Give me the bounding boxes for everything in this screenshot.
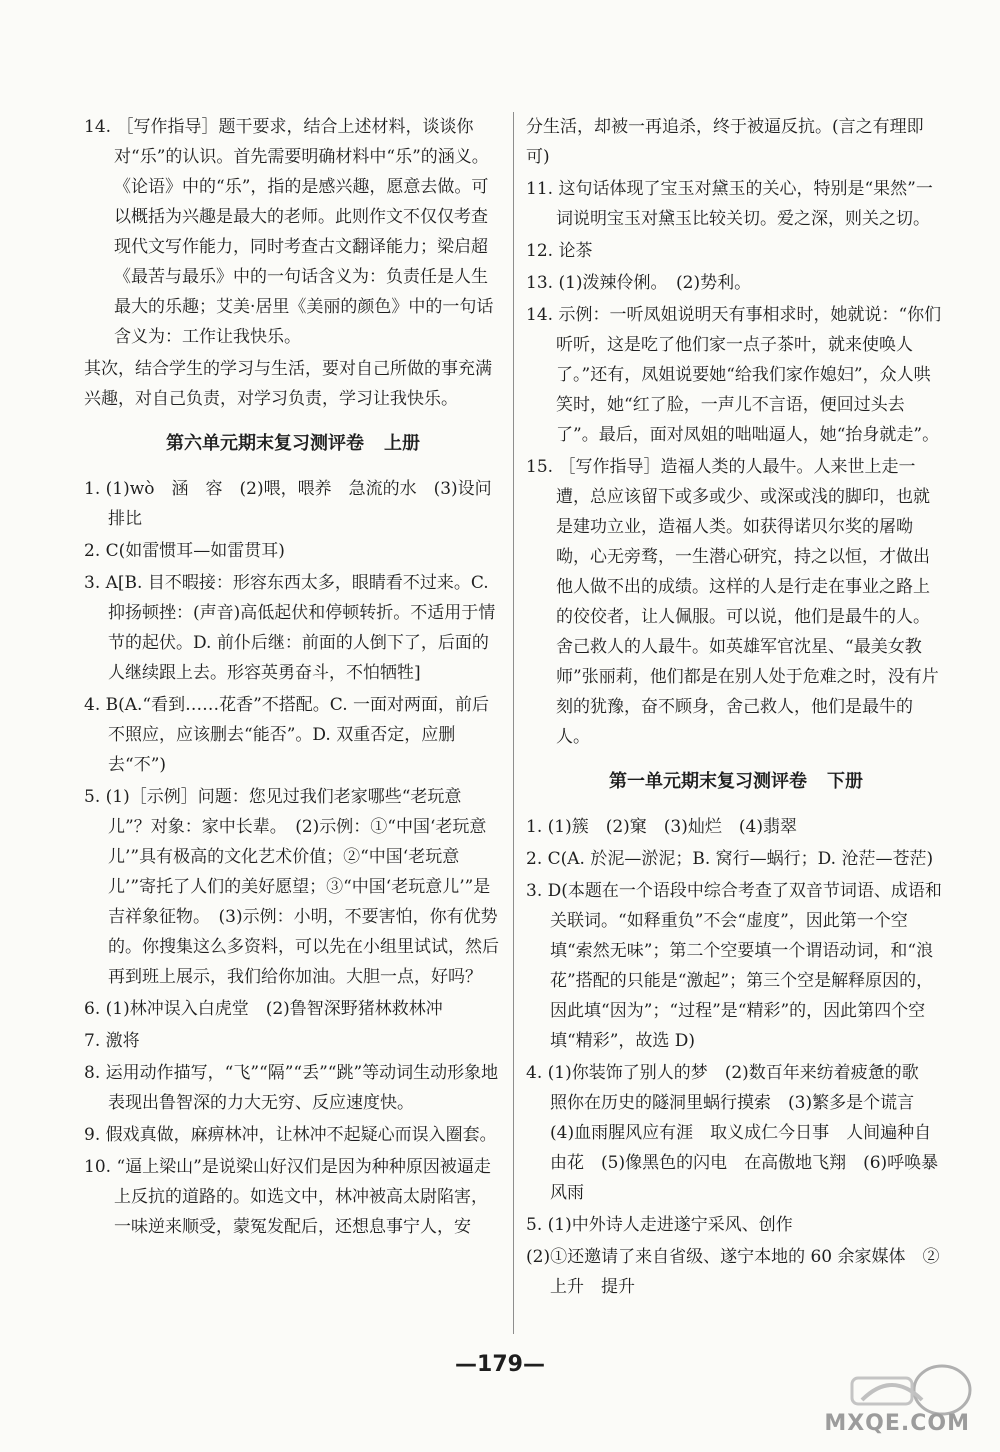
answer-10: 10. “逼上梁山”是说梁山好汉们是因为种种原因被逼走上反抗的道路的。如选文中，林冲被高太尉陷害，一味逆来顺受，蒙冤发配后，还想息事宁人，安 xyxy=(84,1157,491,1237)
answer-10-continued: 分生活，却被一再追杀，终于被逼反抗。(言之有理即可) xyxy=(526,117,924,167)
right-column xyxy=(526,112,946,1304)
answer-5: 5. (1)［示例］问题：您见过我们老家哪些“老玩意儿”？对象：家中长辈。 (2)示例：①“中国‘老玩意儿’”具有极高的文化艺术价值；②“中国‘老玩意儿’”寄托了人们的美好愿望；③“中国‘老玩意儿’”是吉祥象征物。 (3)示例：小明，不要害怕，你有优势的。你搜集这么多资料，可以先在小组里试试，然后再到班上展示，我们给你加油。大胆一点，好吗？ xyxy=(84,787,499,987)
answer-14-right: 14. 示例：一听凤姐说明天有事相求时，她就说：“你们听听，这是吃了他们家一点子茶叶，就来使唤人了。”还有，凤姐说要她“给我们家作媳妇”，众人哄笑时，她“红了脸，一声儿不言语，便回过头去了”。最后，面对凤姐的咄咄逼人，她“抬身就走”。 xyxy=(526,305,942,445)
section-title-text: 第六单元期末复习测评卷 xyxy=(166,433,364,454)
site-watermark xyxy=(824,1360,982,1440)
answer-r3: 3. D(本题在一个语段中综合考查了双音节词语、成语和关联词。“如释重负”不会“虚度”，因此第一个空填“索然无味”；第二个空要填一个谓语动词，和“浪花”搭配的只能是“激起”；第三个空是解释原因的，因此填“因为”；“过程”是“精彩”的，因此第四个空填“精彩”，故选 D) xyxy=(526,881,942,1051)
answer-r5: 5. (1)中外诗人走进遂宁采风、创作 xyxy=(526,1215,793,1235)
answer-7: 7. 激将 xyxy=(84,1031,140,1051)
answer-r2: 2. C(A. 於泥—淤泥；B. 窝行—蜗行；D. 沧茫—苍茫) xyxy=(526,849,934,869)
answer-1: 1. (1)wò 涵 容 (2)喂，喂养 急流的水 (3)设问 排比 xyxy=(84,479,509,529)
answer-12: 12. 论茶 xyxy=(526,241,593,261)
section-title-text: 第一单元期末复习测评卷 xyxy=(609,771,807,792)
answer-14-continued: 其次，结合学生的学习与生活，要对自己所做的事充满兴趣，对自己负责，对学习负责，学习让我快乐。 xyxy=(84,359,492,409)
answer-4: 4. B(A.“看到……花香”不搭配。C. 一面对两面，前后不照应，应该删去“能否”。D. 双重否定，应删去“不”) xyxy=(84,695,490,775)
watermark-text: MXQE.COM xyxy=(824,1411,970,1436)
column-divider xyxy=(513,112,514,1334)
answer-r1: 1. (1)簇 (2)窠 (3)灿烂 (4)翡翠 xyxy=(526,817,797,837)
answer-6: 6. (1)林冲误入白虎堂 (2)鲁智深野猪林救林冲 xyxy=(84,999,443,1019)
answer-r4: 4. (1)你装饰了别人的梦 (2)数百年来纺着疲惫的歌 照你在历史的隧洞里蜗行摸索 (3)繁多是个谎言 (4)血雨腥风应有涯 取义成仁今日事 人间遍种自由花 (5)像黑色的闪电 在高傲地飞翔 (6)呼唤暴风雨 xyxy=(526,1063,939,1203)
section-volume: 上册 xyxy=(384,433,420,454)
answer-14: 14. ［写作指导］题干要求，结合上述材料，谈谈你对“乐”的认识。首先需要明确材料中“乐”的涵义。《论语》中的“乐”，指的是感兴趣，愿意去做。可以概括为兴趣是最大的老师。此则作文不仅仅考查现代文写作能力，同时考查古文翻译能力；梁启超《最苦与最乐》中的一句话含义为：负责任是人生最大的乐趣；艾美·居里《美丽的颜色》中的一句话含义为：工作让我快乐。 xyxy=(84,117,494,347)
answer-13: 13. (1)泼辣伶俐。 (2)势利。 xyxy=(526,273,752,293)
page-number: —179— xyxy=(455,1352,545,1377)
answer-2: 2. C(如雷惯耳—如雷贯耳) xyxy=(84,541,285,561)
answer-11: 11. 这句话体现了宝玉对黛玉的关心，特别是“果然”一词说明宝玉对黛玉比较关切。爱之深，则关之切。 xyxy=(526,179,933,229)
left-column xyxy=(84,112,509,1244)
answer-8: 8. 运用动作描写，“飞”“隔”“丢”“跳”等动词生动形象地表现出鲁智深的力大无穷、反应速度快。 xyxy=(84,1063,499,1113)
section-volume: 下册 xyxy=(827,771,863,792)
answer-15: 15. ［写作指导］造福人类的人最牛。人来世上走一遭，总应该留下或多或少、或深或浅的脚印，也就是建功立业，造福人类。如获得诺贝尔奖的屠呦呦，心无旁骛，一生潜心研究，持之以恒，才做出他人做不出的成绩。这样的人是行走在事业之路上的佼佼者，让人佩服。可以说，他们是最牛的人。舍己救人的人最牛。如英雄军官沈星、“最美女教师”张丽莉，他们都是在别人处于危难之时，没有片刻的犹豫，奋不顾身，舍己救人，他们是最牛的人。 xyxy=(526,457,939,747)
section-title-unit1 xyxy=(526,764,946,800)
answer-r5-part2: (2)①还邀请了来自省级、遂宁本地的 60 余家媒体 ②上升 提升 xyxy=(526,1247,940,1297)
section-title-unit6 xyxy=(84,426,502,462)
answer-3: 3. A[B. 目不暇接：形容东西太多，眼睛看不过来。C. 抑扬顿挫：(声音)高低起伏和停顿转折。不适用于情节的起伏。D. 前仆后继：前面的人倒下了，后面的人继续跟上去。形容英勇奋斗，不怕牺牲] xyxy=(84,573,496,683)
answer-9: 9. 假戏真做，麻痹林冲，让林冲不起疑心而误入圈套。 xyxy=(84,1125,497,1145)
